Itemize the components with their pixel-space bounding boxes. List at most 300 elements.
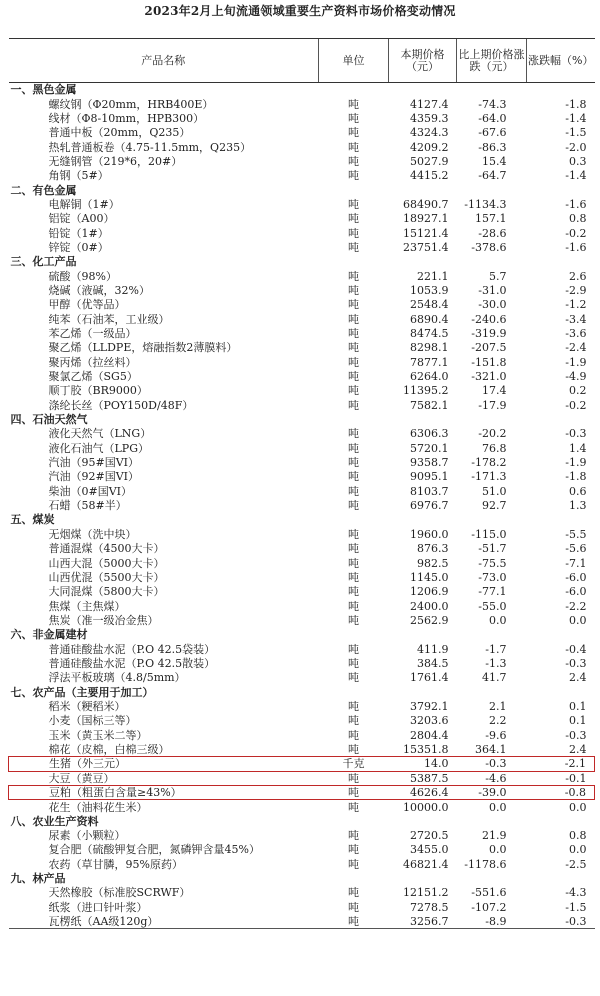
product-name-cell: 复合肥（硫酸钾复合肥，氮磷钾含量45%）: [48, 843, 260, 857]
table-row: [9, 269, 595, 283]
product-name-cell: 焦炭（准一级冶金焦）: [48, 613, 159, 627]
unit-cell: 吨: [348, 857, 359, 871]
unit-cell: 吨: [348, 599, 359, 613]
percent-cell: [527, 183, 595, 197]
product-name-cell: 瓦楞纸（AA级120g）: [9, 914, 319, 928]
unit-cell: 吨: [348, 843, 359, 857]
change-cell: -207.5: [471, 341, 507, 355]
product-name-cell: 农药（草甘膦，95%原药）: [48, 857, 183, 871]
percent-cell: 0.6: [569, 484, 587, 498]
percent-cell: -0.3: [565, 656, 587, 670]
unit-cell: 吨: [348, 613, 359, 627]
product-name-cell: 天然橡胶（标准胶SCRWF）: [48, 886, 191, 900]
percent-cell: -2.4: [565, 341, 587, 355]
report-title: 2023年2月上旬流通领域重要生产资料市场价格变动情况: [144, 4, 456, 18]
price-cell: 3455.0: [410, 843, 449, 857]
table-row: [9, 341, 595, 355]
percent-cell: -1.5: [565, 126, 587, 140]
table-row: [9, 771, 595, 785]
price-cell: 982.5: [417, 556, 449, 570]
price-cell: 15351.8: [403, 742, 449, 756]
price-cell: 1053.9: [410, 283, 449, 297]
percent-cell: -2.5: [565, 857, 587, 871]
unit-cell: 吨: [348, 900, 359, 914]
percent-cell: 2.4: [569, 671, 587, 685]
table-row: [9, 470, 595, 484]
product-name-cell: 汽油（95#国VI）: [48, 456, 140, 470]
unit-cell: [319, 412, 389, 426]
price-cell: 221.1: [417, 269, 449, 283]
table-row: [9, 140, 595, 154]
price-cell: 7877.1: [410, 355, 449, 369]
percent-cell: 0.0: [569, 613, 587, 627]
change-cell: -28.6: [478, 226, 507, 240]
product-name-cell: 涤纶长丝（POY150D/48F）: [48, 398, 194, 412]
percent-cell: [527, 83, 595, 97]
price-cell: 4626.4: [389, 785, 457, 799]
table-row: [9, 900, 595, 914]
product-name-cell: 普通混煤（4500大卡）: [48, 542, 165, 556]
change-cell: -1178.6: [464, 857, 507, 871]
change-cell: 2.2: [489, 714, 507, 728]
column-header-price: 本期价格（元）: [389, 39, 457, 83]
column-header-name: 产品名称: [9, 39, 319, 83]
unit-cell: 吨: [348, 341, 359, 355]
price-cell: 11395.2: [403, 384, 449, 398]
table-row: [9, 240, 595, 254]
unit-cell: [319, 255, 389, 269]
price-cell: 3256.7: [389, 914, 457, 928]
price-cell: [389, 871, 457, 885]
percent-cell: 0.8: [569, 829, 587, 843]
percent-cell: [527, 513, 595, 527]
product-name-cell: 热轧普通板卷（4.75-11.5mm，Q235）: [48, 140, 252, 154]
product-name-cell: 纸浆（进口针叶浆）: [48, 900, 148, 914]
product-name-cell: 聚乙烯（LLDPE，熔融指数2薄膜料）: [48, 341, 238, 355]
product-name-cell: 铅锭（1#）: [48, 226, 109, 240]
unit-cell: [319, 685, 389, 699]
column-header-change: 比上期价格涨跌（元）: [457, 39, 527, 83]
unit-cell: 吨: [348, 456, 359, 470]
price-cell: 3792.1: [410, 699, 449, 713]
unit-cell: 吨: [348, 656, 359, 670]
table-row: [9, 742, 595, 756]
change-cell: -551.6: [471, 886, 507, 900]
percent-cell: 0.2: [569, 384, 587, 398]
table-row: [9, 484, 595, 498]
price-table: [8, 38, 595, 929]
category-row: [9, 412, 595, 426]
percent-cell: -1.8: [565, 97, 587, 111]
table-row: [9, 843, 595, 857]
product-name-cell: 二、有色金属: [10, 183, 77, 197]
percent-cell: -1.9: [565, 355, 587, 369]
unit-cell: 吨: [348, 699, 359, 713]
percent-cell: -0.4: [565, 642, 587, 656]
unit-cell: 吨: [348, 800, 359, 814]
change-cell: -86.3: [478, 140, 507, 154]
price-cell: 384.5: [417, 656, 449, 670]
percent-cell: -1.6: [565, 240, 587, 254]
percent-cell: 2.4: [569, 742, 587, 756]
product-name-cell: 尿素（小颗粒）: [48, 829, 126, 843]
table-row: [9, 828, 595, 842]
table-row: [9, 527, 595, 541]
table-row: [9, 542, 595, 556]
price-cell: 15121.4: [403, 226, 449, 240]
table-row: [9, 369, 595, 383]
change-cell: 76.8: [482, 441, 507, 455]
change-cell: -67.6: [478, 126, 507, 140]
price-cell: 1761.4: [410, 671, 449, 685]
unit-cell: [319, 183, 389, 197]
unit-cell: 吨: [319, 914, 389, 928]
change-cell: -107.2: [471, 900, 507, 914]
product-name-cell: 九、林产品: [10, 872, 66, 886]
table-row: [9, 97, 595, 111]
price-cell: 2400.0: [410, 599, 449, 613]
table-row: [9, 455, 595, 469]
percent-cell: -5.5: [565, 527, 587, 541]
unit-cell: 吨: [348, 499, 359, 513]
change-cell: -77.1: [478, 585, 507, 599]
unit-cell: 吨: [348, 484, 359, 498]
change-cell: -171.3: [471, 470, 507, 484]
percent-cell: -0.3: [565, 427, 587, 441]
percent-cell: -2.2: [565, 599, 587, 613]
change-cell: -378.6: [471, 240, 507, 254]
price-cell: [389, 183, 457, 197]
unit-cell: [319, 513, 389, 527]
unit-cell: [319, 83, 389, 97]
unit-cell: 吨: [348, 427, 359, 441]
price-cell: 18927.1: [403, 212, 449, 226]
unit-cell: 吨: [348, 570, 359, 584]
column-header-unit: 单位: [319, 39, 389, 83]
price-cell: 7278.5: [410, 900, 449, 914]
product-name-cell: 硫酸（98%）: [48, 269, 117, 283]
product-name-cell: 甲醇（优等品）: [48, 298, 126, 312]
percent-cell: 0.8: [569, 212, 587, 226]
product-name-cell: 稻米（粳稻米）: [48, 699, 126, 713]
table-row: [9, 757, 595, 771]
price-cell: 4127.4: [410, 97, 449, 111]
change-cell: 364.1: [475, 742, 507, 756]
price-cell: 68490.7: [403, 197, 449, 211]
product-name-cell: 五、煤炭: [10, 513, 55, 527]
price-cell: 14.0: [389, 757, 457, 771]
product-name-cell: 三、化工产品: [10, 255, 77, 269]
table-row: [9, 169, 595, 183]
table-row: [9, 642, 595, 656]
unit-cell: [319, 814, 389, 828]
percent-cell: 2.6: [569, 269, 587, 283]
change-cell: 0.0: [489, 843, 507, 857]
percent-cell: -1.2: [565, 298, 587, 312]
change-cell: -17.9: [478, 398, 507, 412]
table-body: [9, 83, 595, 929]
table-row: [9, 556, 595, 570]
unit-cell: 吨: [348, 298, 359, 312]
unit-cell: 吨: [348, 327, 359, 341]
category-row: [9, 628, 595, 642]
change-cell: 17.4: [482, 384, 507, 398]
change-cell: -20.2: [478, 427, 507, 441]
product-name-cell: 汽油（92#国VI）: [48, 470, 140, 484]
table-row: [9, 914, 595, 928]
table-row: [9, 498, 595, 512]
price-cell: 6976.7: [410, 499, 449, 513]
price-cell: [389, 685, 457, 699]
unit-cell: 吨: [348, 169, 359, 183]
category-row: [9, 255, 595, 269]
table-row: [9, 671, 595, 685]
price-cell: 8298.1: [410, 341, 449, 355]
table-row: [9, 355, 595, 369]
table-row: [9, 427, 595, 441]
table-row: [9, 728, 595, 742]
price-cell: [389, 412, 457, 426]
change-cell: -1.7: [485, 642, 507, 656]
unit-cell: 吨: [348, 111, 359, 125]
unit-cell: 吨: [348, 441, 359, 455]
product-name-cell: 山西大混（5000大卡）: [48, 556, 165, 570]
table-row: [9, 714, 595, 728]
category-row: [9, 685, 595, 699]
table-row: [9, 126, 595, 140]
percent-cell: [527, 628, 595, 642]
product-name-cell: 锌锭（0#）: [48, 240, 109, 254]
change-cell: -30.0: [478, 298, 507, 312]
change-cell: -319.9: [471, 327, 507, 341]
unit-cell: 吨: [348, 384, 359, 398]
change-cell: [457, 83, 527, 97]
percent-cell: -6.0: [565, 585, 587, 599]
percent-cell: 0.1: [569, 714, 587, 728]
price-cell: 6306.3: [410, 427, 449, 441]
percent-cell: 0.1: [569, 699, 587, 713]
change-cell: 92.7: [482, 499, 507, 513]
unit-cell: 吨: [348, 154, 359, 168]
change-cell: -51.7: [478, 542, 507, 556]
product-name-cell: 花生（油料花生米）: [48, 800, 148, 814]
percent-cell: -2.9: [565, 283, 587, 297]
product-name-cell: 浮法平板玻璃（4.8/5mm）: [48, 671, 186, 685]
percent-cell: -2.1: [527, 757, 595, 771]
table-row: [9, 441, 595, 455]
percent-cell: -1.8: [565, 470, 587, 484]
change-cell: -321.0: [471, 370, 507, 384]
price-cell: 4415.2: [410, 169, 449, 183]
unit-cell: 吨: [348, 197, 359, 211]
category-row: [9, 814, 595, 828]
product-name-cell: 六、非金属建材: [10, 628, 88, 642]
unit-cell: 吨: [348, 585, 359, 599]
product-name-cell: 山西优混（5500大卡）: [48, 570, 165, 584]
product-name-cell: 顺丁胶（BR9000）: [48, 384, 148, 398]
unit-cell: 吨: [348, 126, 359, 140]
unit-cell: 吨: [348, 398, 359, 412]
unit-cell: 吨: [348, 527, 359, 541]
change-cell: -64.0: [478, 111, 507, 125]
change-cell: -0.3: [457, 757, 527, 771]
unit-cell: 吨: [348, 283, 359, 297]
table-row: [9, 398, 595, 412]
percent-cell: -7.1: [565, 556, 587, 570]
table-row: [9, 599, 595, 613]
percent-cell: -0.2: [565, 398, 587, 412]
price-cell: 2720.5: [410, 829, 449, 843]
product-name-cell: 普通硅酸盐水泥（P.O 42.5散装）: [48, 656, 216, 670]
percent-cell: -6.0: [565, 570, 587, 584]
price-cell: 12151.2: [403, 886, 449, 900]
percent-cell: -1.5: [565, 900, 587, 914]
price-cell: 2548.4: [410, 298, 449, 312]
table-row: [9, 111, 595, 125]
product-name-cell: 液化天然气（LNG）: [48, 427, 152, 441]
product-name-cell: 线材（Φ8-10mm，HPB300）: [48, 111, 205, 125]
product-name-cell: 玉米（黄玉米二等）: [48, 728, 148, 742]
table-row: [9, 800, 595, 814]
product-name-cell: 焦煤（主焦煤）: [48, 599, 126, 613]
table-row: [9, 197, 595, 211]
change-cell: -75.5: [478, 556, 507, 570]
category-row: [9, 871, 595, 885]
price-cell: [389, 83, 457, 97]
product-name-cell: 小麦（国标三等）: [48, 714, 137, 728]
unit-cell: 吨: [348, 212, 359, 226]
unit-cell: 吨: [348, 226, 359, 240]
price-cell: 1960.0: [410, 527, 449, 541]
change-cell: 5.7: [489, 269, 507, 283]
table-row: [9, 298, 595, 312]
price-cell: 7582.1: [410, 398, 449, 412]
price-cell: 8103.7: [410, 484, 449, 498]
price-cell: 8474.5: [410, 327, 449, 341]
product-name-cell: 柴油（0#国VI）: [48, 484, 133, 498]
product-name-cell: 四、石油天然气: [10, 413, 88, 427]
table-row: [9, 312, 595, 326]
percent-cell: 0.0: [569, 800, 587, 814]
table-row: [9, 226, 595, 240]
percent-cell: -1.4: [565, 169, 587, 183]
product-name-cell: 生猪（外三元）: [9, 757, 319, 771]
product-name-cell: 豆粕（粗蛋白含量≥43%）: [9, 785, 319, 799]
percent-cell: -1.6: [565, 197, 587, 211]
change-cell: -64.7: [478, 169, 507, 183]
change-cell: -9.6: [485, 728, 507, 742]
unit-cell: [319, 628, 389, 642]
unit-cell: 吨: [348, 642, 359, 656]
product-name-cell: 普通中板（20mm，Q235）: [48, 126, 191, 140]
change-cell: [457, 628, 527, 642]
unit-cell: 吨: [348, 97, 359, 111]
price-cell: [389, 513, 457, 527]
product-name-cell: 大豆（黄豆）: [48, 771, 115, 785]
product-name-cell: 螺纹钢（Φ20mm，HRB400E）: [48, 97, 214, 111]
percent-cell: [527, 685, 595, 699]
percent-cell: [527, 412, 595, 426]
percent-cell: -0.2: [565, 226, 587, 240]
product-name-cell: 普通硅酸盐水泥（P.O 42.5袋装）: [48, 642, 216, 656]
change-cell: -240.6: [471, 312, 507, 326]
price-cell: 2804.4: [410, 728, 449, 742]
unit-cell: 吨: [348, 728, 359, 742]
product-name-cell: 八、农业生产资料: [10, 814, 99, 828]
product-name-cell: 聚丙烯（拉丝料）: [48, 355, 137, 369]
table-row: [9, 613, 595, 627]
change-cell: [457, 412, 527, 426]
percent-cell: [527, 814, 595, 828]
table-header-row: [9, 39, 595, 83]
unit-cell: 吨: [348, 240, 359, 254]
price-cell: [389, 814, 457, 828]
change-cell: 157.1: [475, 212, 507, 226]
price-cell: 46821.4: [403, 857, 449, 871]
price-cell: 23751.4: [403, 240, 449, 254]
table-row: [9, 326, 595, 340]
unit-cell: 吨: [348, 829, 359, 843]
price-cell: 5720.1: [410, 441, 449, 455]
product-name-cell: 液化石油气（LPG）: [48, 441, 149, 455]
price-cell: 10000.0: [403, 800, 449, 814]
change-cell: 51.0: [482, 484, 507, 498]
change-cell: [457, 685, 527, 699]
percent-cell: -1.4: [565, 111, 587, 125]
percent-cell: 1.3: [569, 499, 587, 513]
unit-cell: 吨: [348, 470, 359, 484]
change-cell: -1134.3: [464, 197, 507, 211]
table-row: [9, 699, 595, 713]
unit-cell: 吨: [319, 785, 389, 799]
unit-cell: 吨: [348, 370, 359, 384]
product-name-cell: 铝锭（A00）: [48, 212, 115, 226]
change-cell: [457, 513, 527, 527]
percent-cell: [527, 871, 595, 885]
unit-cell: 吨: [348, 542, 359, 556]
change-cell: 21.9: [482, 829, 507, 843]
price-cell: 411.9: [417, 642, 449, 656]
percent-cell: [527, 255, 595, 269]
unit-cell: 吨: [348, 140, 359, 154]
change-cell: [457, 255, 527, 269]
change-cell: -4.6: [485, 771, 507, 785]
product-name-cell: 石蜡（58#半）: [48, 499, 127, 513]
price-cell: 1206.9: [410, 585, 449, 599]
unit-cell: 千克: [319, 757, 389, 771]
category-row: [9, 83, 595, 97]
table-row: [9, 154, 595, 168]
price-cell: [389, 628, 457, 642]
percent-cell: -3.4: [565, 312, 587, 326]
percent-cell: 0.3: [569, 154, 587, 168]
price-cell: 6890.4: [410, 312, 449, 326]
price-cell: 2562.9: [410, 613, 449, 627]
percent-cell: 1.4: [569, 441, 587, 455]
change-cell: -31.0: [478, 283, 507, 297]
percent-cell: -5.6: [565, 542, 587, 556]
table-row: [9, 570, 595, 584]
unit-cell: 吨: [348, 671, 359, 685]
table-row: [9, 283, 595, 297]
product-name-cell: 聚氯乙烯（SG5）: [48, 370, 138, 384]
price-cell: 5027.9: [410, 154, 449, 168]
product-name-cell: 一、黑色金属: [10, 83, 77, 97]
category-row: [9, 513, 595, 527]
product-name-cell: 烧碱（液碱，32%）: [48, 283, 150, 297]
percent-cell: -0.3: [565, 728, 587, 742]
percent-cell: -4.3: [565, 886, 587, 900]
